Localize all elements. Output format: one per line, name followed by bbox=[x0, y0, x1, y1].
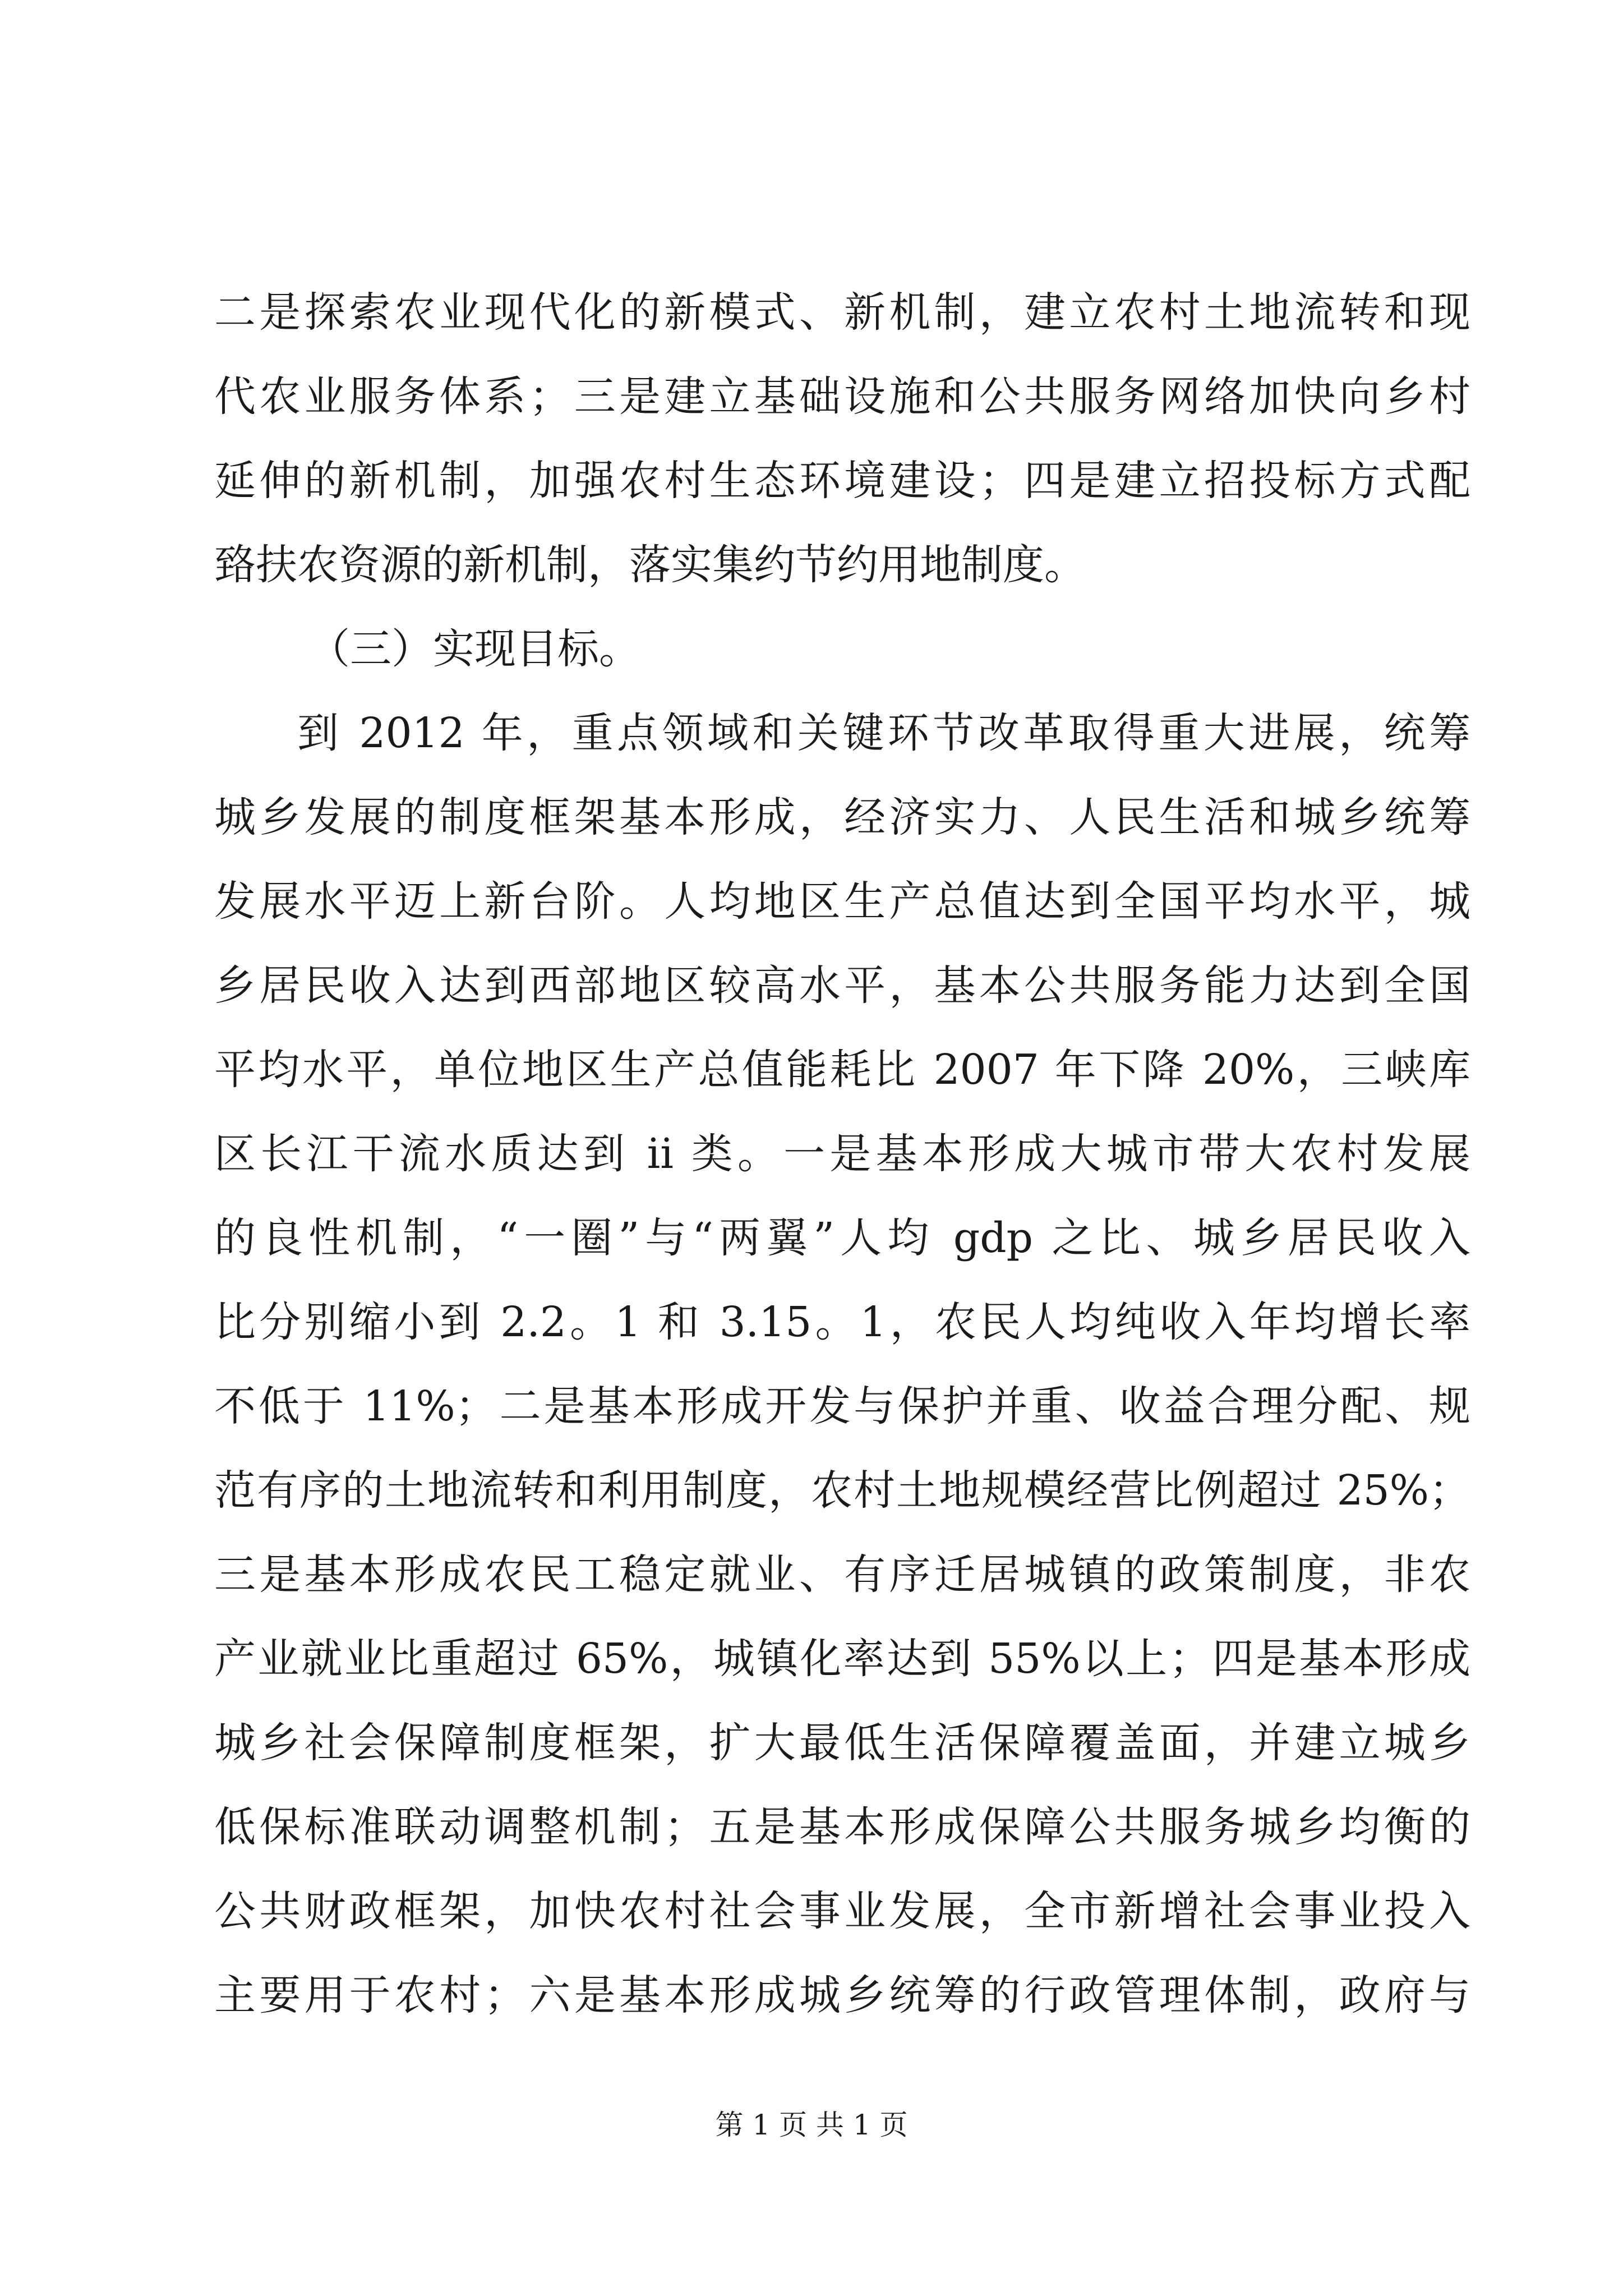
text-line: 代农业服务体系；三是建立基础设施和公共服务网络加快向乡村 bbox=[214, 372, 1470, 421]
text-line: 区长江干流水质达到 ii 类。一是基本形成大城市带大农村发展 bbox=[214, 1130, 1470, 1178]
text-line: 主要用于农村；六是基本形成城乡统筹的行政管理体制，政府与 bbox=[214, 1971, 1470, 2019]
text-line: 臵扶农资源的新机制，落实集约节约用地制度。 bbox=[214, 541, 1086, 589]
text-line: 发展水平迈上新台阶。人均地区生产总值达到全国平均水平，城 bbox=[214, 877, 1470, 926]
text-line: 二是探索农业现代化的新模式、新机制，建立农村土地流转和现 bbox=[214, 288, 1470, 337]
text-line: 产业就业比重超过 65%，城镇化率达到 55%以上；四是基本形成 bbox=[214, 1635, 1470, 1683]
text-line: 延伸的新机制，加强农村生态环境建设；四是建立招投标方式配 bbox=[214, 457, 1470, 505]
text-line: 乡居民收入达到西部地区较高水平，基本公共服务能力达到全国 bbox=[214, 961, 1470, 1010]
text-line: 城乡发展的制度框架基本形成，经济实力、人民生活和城乡统筹 bbox=[214, 793, 1470, 841]
text-line: 不低于 11%；二是基本形成开发与保护并重、收益合理分配、规 bbox=[214, 1382, 1470, 1430]
text-line: 城乡社会保障制度框架，扩大最低生活保障覆盖面，并建立城乡 bbox=[214, 1719, 1470, 1767]
document-body bbox=[214, 270, 1470, 2037]
page-number-footer: 第 1 页 共 1 页 bbox=[715, 2109, 908, 2141]
text-line: 范有序的土地流转和利用制度，农村土地规模经营比例超过 25%； bbox=[214, 1466, 1470, 1515]
text-line: 低保标准联动调整机制；五是基本形成保障公共服务城乡均衡的 bbox=[214, 1803, 1470, 1851]
text-line: 到 2012 年，重点领域和关键环节改革取得重大进展，统筹 bbox=[297, 709, 1470, 757]
text-line: 平均水平，单位地区生产总值能耗比 2007 年下降 20%，三峡库 bbox=[214, 1046, 1470, 1094]
text-line: 比分别缩小到 2.2。1 和 3.15。1，农民人均纯收入年均增长率 bbox=[214, 1298, 1470, 1346]
text-line: 的良性机制，“一圈”与“两翼”人均 gdp 之比、城乡居民收入 bbox=[214, 1214, 1470, 1262]
section-heading: （三）实现目标。 bbox=[308, 625, 640, 673]
text-line: 公共财政框架，加快农村社会事业发展，全市新增社会事业投入 bbox=[214, 1887, 1470, 1935]
text-line: 三是基本形成农民工稳定就业、有序迁居城镇的政策制度，非农 bbox=[214, 1550, 1470, 1599]
